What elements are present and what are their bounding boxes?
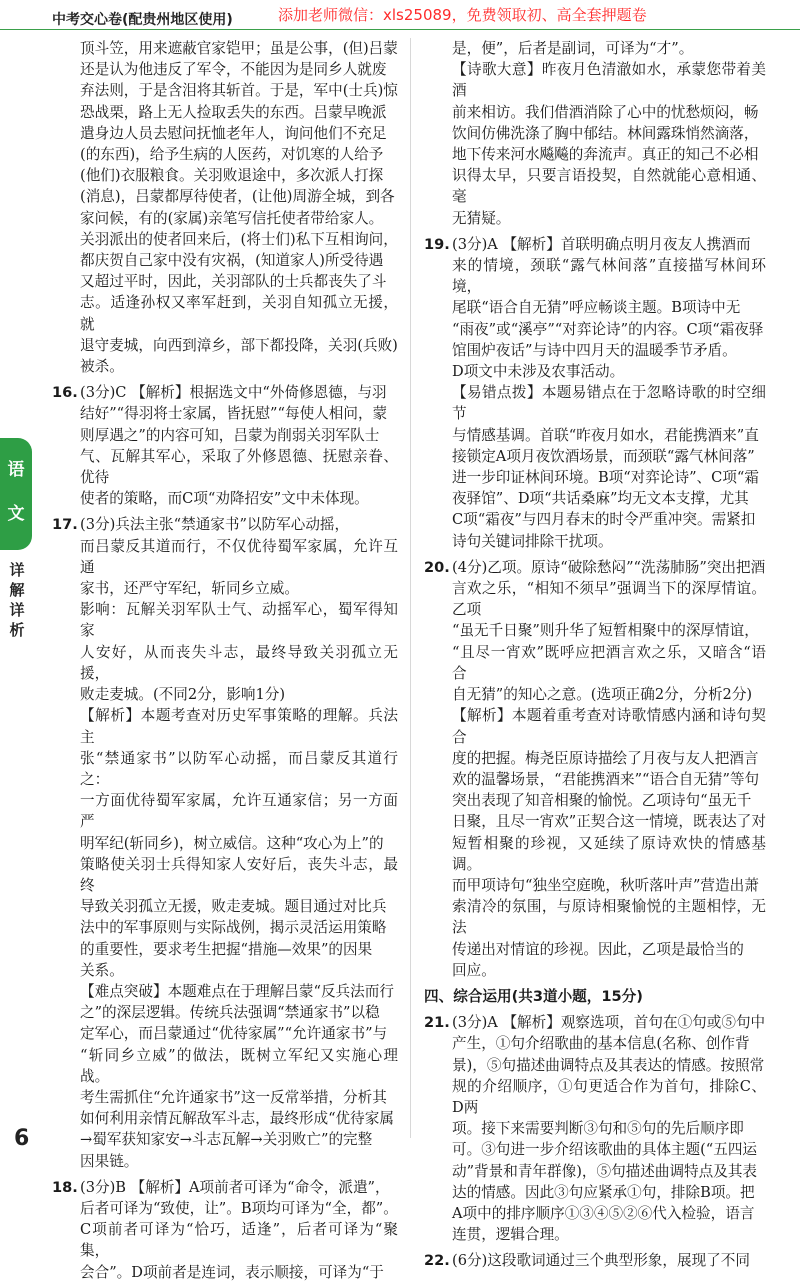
text-line: 一方面优待蜀军家属，允许互通家信；另一方面严 bbox=[80, 792, 398, 831]
left-column bbox=[52, 38, 398, 1283]
question-number: 18. bbox=[52, 1178, 78, 1196]
watermark-text: 添加老师微信：xls25089，免费领取初、高全套押题卷 bbox=[278, 6, 647, 24]
answer-18 bbox=[52, 1177, 398, 1283]
text-line: 使者的策略，而C项“劝降招安”文中未体现。 bbox=[80, 490, 369, 508]
text-line: (3分)C 【解析】根据选文中“外倚修恩德，与羽 bbox=[80, 384, 387, 402]
text-line: 关系。 bbox=[80, 961, 124, 979]
text-line: C项“霜夜”与四月春末的时令严重冲突。需紧扣 bbox=[452, 511, 756, 529]
text-line: 传递出对情谊的珍视。因此，乙项是最恰当的 bbox=[452, 940, 744, 958]
text-line: 识得太早，只要言语投契，自然就能心意相通、毫 bbox=[452, 167, 766, 206]
answer-19 bbox=[424, 234, 766, 552]
question-number: 19. bbox=[424, 235, 450, 253]
text-line: C项前者可译为“恰巧，适逢”，后者可译为“聚集， bbox=[80, 1221, 398, 1260]
text-line: →蜀军获知家安→斗志瓦解→关羽败亡”的完整 bbox=[80, 1131, 373, 1149]
section-label: 详 解 详 析 bbox=[9, 561, 25, 639]
text-line: (他们)衣服粮食。关羽败退途中，多次派人打探 bbox=[80, 167, 384, 185]
answer-18-continued bbox=[424, 38, 766, 229]
page-header bbox=[0, 0, 800, 30]
text-line: 志。适逢孙权又率军赶到，关羽自知孤立无援，就 bbox=[80, 294, 398, 333]
text-line: 达的情感。因此③句应紧承①句，排除B项。把 bbox=[452, 1183, 755, 1201]
text-line: 如何利用亲情瓦解敌军斗志，最终形成“优待家属 bbox=[80, 1110, 394, 1128]
text-line: 法中的军事原则与实际战例，揭示灵活运用策略 bbox=[80, 919, 387, 937]
text-line: 则厚遇之”的内容可知，吕蒙为削弱关羽军队士 bbox=[80, 426, 380, 444]
text-line: 被杀。 bbox=[80, 358, 124, 376]
page-number: 6 bbox=[14, 1126, 30, 1151]
text-line: 之”的深层逻辑。传统兵法强调“禁通家书”以稳 bbox=[80, 1004, 380, 1022]
text-line: 顶斗笠，用来遮蔽官家铠甲；虽是公事，(但)吕蒙 bbox=[80, 40, 398, 57]
text-line: 度的把握。梅尧臣原诗描绘了月夜与友人把酒言 bbox=[452, 749, 759, 767]
text-line: 家问候，有的(家属)亲笔写信托使者带给家人。 bbox=[80, 209, 384, 227]
text-line: 言欢之乐，“相知不须早”强调当下的深厚情谊。乙项 bbox=[452, 580, 766, 619]
text-line: 人安好，从而丧失斗志，最终导致关羽孤立无援， bbox=[80, 643, 398, 682]
text-line: 弃法则，于是含泪将其斩首。于是，军中(士兵)惊 bbox=[80, 82, 398, 100]
text-line: 气、瓦解其军心，采取了外修恩德、抚慰亲眷、优待 bbox=[80, 447, 398, 487]
text-line: (4分)乙项。原诗“破除愁闷”“洗荡肺肠”突出把酒 bbox=[452, 558, 766, 576]
text-line: 明军纪(斩同乡)，树立威信。这种“攻心为上”的 bbox=[80, 834, 384, 852]
text-line: 定军心，而吕蒙通过“优待家属”“允许通家书”与 bbox=[80, 1025, 388, 1043]
text-line: 动”背景和青年群像)，⑤句描述曲调特点及其表 bbox=[452, 1162, 758, 1180]
text-line: (消息)，吕蒙都厚待使者，(让他)周游全城，到各 bbox=[80, 188, 395, 206]
text-line: 回应。 bbox=[452, 961, 496, 979]
text-line: (3分)A 【解析】首联明确点明月夜友人携酒而 bbox=[452, 235, 751, 253]
text-line: 前来相访。我们借酒消除了心中的忧愁烦闷，畅 bbox=[452, 103, 759, 121]
section-title: 四、综合运用(共3道小题，15分) bbox=[424, 987, 643, 1005]
text-line: 规的介绍顺序，①句更适合作为首句，排除C、D两 bbox=[452, 1077, 766, 1116]
text-line: 张“禁通家书”以防军心动摇，而吕蒙反其道行之： bbox=[80, 749, 398, 788]
text-line: 而吕蒙反其道而行，不仅优待蜀军家属，允许互通 bbox=[80, 537, 398, 576]
text-line: (6分)这段歌词通过三个典型形象，展现了不同 bbox=[452, 1252, 750, 1270]
text-line: 与情感基调。首联“昨夜月如水，君能携酒来”直 bbox=[452, 426, 759, 444]
question-number: 21. bbox=[424, 1014, 450, 1032]
text-line: 会合”。D项前者是连词，表示顺接，可译为“于 bbox=[80, 1263, 384, 1281]
translation-continued bbox=[52, 38, 398, 377]
text-line: 结好”“得羽将士家属，皆抚慰”“每使人相问，蒙 bbox=[80, 405, 388, 423]
answer-17 bbox=[52, 514, 398, 1171]
text-line: 而甲项诗句“独坐空庭晚，秋听落叶声”营造出萧 bbox=[452, 876, 759, 894]
text-line: 【解析】本题着重考查对诗歌情感内涵和诗句契合 bbox=[452, 707, 766, 746]
question-number: 22. bbox=[424, 1252, 450, 1270]
subject-tab bbox=[0, 438, 32, 550]
text-line: 项。接下来需要判断③句和⑤句的先后顺序即 bbox=[452, 1120, 744, 1138]
text-line: “且尽一宵欢”既呼应把酒言欢之乐，又暗含“语合 bbox=[452, 643, 766, 682]
text-line: 短暂相聚的珍视，又延续了原诗欢快的情感基调。 bbox=[452, 834, 766, 873]
text-line: 诗句关键词排除干扰项。 bbox=[452, 532, 613, 550]
text-line: 景)，⑤句描述曲调特点及其表达的情感。按照常 bbox=[452, 1056, 765, 1074]
text-line: 连贯，逻辑合理。 bbox=[452, 1226, 569, 1244]
text-line: 又超过平时，因此，关羽部队的士兵都丧失了斗 bbox=[80, 273, 387, 291]
text-line: 来的情境，颈联“露气林间落”直接描写林间环境， bbox=[452, 257, 766, 296]
question-number: 20. bbox=[424, 558, 450, 576]
text-line: 退守麦城，向西到漳乡，部下都投降，关羽(兵败) bbox=[80, 336, 398, 354]
text-line: (3分)B 【解析】A项前者可译为“命令，派遣”， bbox=[80, 1178, 390, 1196]
text-line: 后者可译为“致使，让”。B项均可译为“全，都”。 bbox=[80, 1199, 398, 1217]
text-line: D项文中未涉及农事活动。 bbox=[452, 363, 625, 381]
answer-21 bbox=[424, 1012, 766, 1245]
book-title: 中考交心卷(配贵州地区使用) bbox=[52, 12, 233, 28]
text-line: 关羽派出的使者回来后，(将士们)私下互相询问， bbox=[80, 230, 398, 248]
text-line: “雨夜”或“溪亭”“对弈论诗”的内容。C项“霜夜驿 bbox=[452, 320, 764, 338]
text-line: 【易错点拨】本题易错点在于忽略诗歌的时空细节 bbox=[452, 384, 766, 423]
text-line: (3分)A 【解析】观察选项，首句在①句或⑤句中 bbox=[452, 1014, 766, 1032]
text-line: 可。③句进一步介绍该歌曲的具体主题(“五四运 bbox=[452, 1141, 758, 1159]
answer-16 bbox=[52, 382, 398, 509]
text-line: (3分)兵法主张“禁通家书”以防军心动摇， bbox=[80, 516, 350, 534]
text-line: 遣身边人员去慰问抚恤老年人，询问他们不充足 bbox=[80, 124, 387, 142]
text-line: 策略使关羽士兵得知家人安好后，丧失斗志，最终 bbox=[80, 855, 398, 894]
column-divider bbox=[410, 38, 411, 1138]
text-line: 进一步印证林间环境。B项“对弈论诗”、C项“霜 bbox=[452, 469, 759, 487]
question-number: 16. bbox=[52, 384, 78, 402]
text-line: 家书，还严守军纪，斩同乡立威。 bbox=[80, 580, 299, 598]
answer-20 bbox=[424, 557, 766, 981]
text-line: 考生需抓住“允许通家书”这一反常举措，分析其 bbox=[80, 1088, 387, 1106]
text-line: 导致关羽孤立无援，败走麦城。题目通过对比兵 bbox=[80, 898, 387, 916]
text-line: 【难点突破】本题难点在于理解吕蒙“反兵法而行 bbox=[80, 982, 394, 1000]
text-line: 欢的温馨场景，“君能携酒来”“语合自无猜”等句 bbox=[452, 770, 760, 788]
text-line: 产生，①句介绍歌曲的基本信息(名称、创作背 bbox=[452, 1035, 750, 1053]
text-line: “虽无千日聚”则升华了短暂相聚中的深厚情谊， bbox=[452, 622, 759, 640]
text-line: 夜驿馆”、D项“共话桑麻”均无文本支撑，尤其 bbox=[452, 490, 749, 508]
text-line: 败走麦城。(不同2分，影响1分) bbox=[80, 686, 286, 704]
text-line: 索清冷的氛围，与原诗相聚愉悦的主题相悖，无法 bbox=[452, 898, 766, 937]
text-line: A项中的排序顺序①③④⑤②⑥代入检验，语言 bbox=[452, 1204, 755, 1222]
answer-22 bbox=[424, 1250, 766, 1271]
text-line: 无猜疑。 bbox=[452, 209, 511, 227]
text-line: 【诗歌大意】昨夜月色清澈如水，承蒙您带着美酒 bbox=[452, 61, 766, 100]
text-line: 的重要性，要求考生把握“措施—效果”的因果 bbox=[80, 940, 373, 958]
text-line: 恐战栗，路上无人捡取丢失的东西。吕蒙早晚派 bbox=[80, 103, 387, 121]
text-line: 尾联“语合自无猜”呼应畅谈主题。B项诗中无 bbox=[452, 299, 741, 317]
text-line: 都庆贺自己家中没有灾祸，(知道家人)所受待遇 bbox=[80, 252, 384, 270]
text-line: 饮间仿佛洗涤了胸中郁结。林间露珠悄然滴落， bbox=[452, 124, 759, 142]
text-line: 馆围炉夜话”与诗中四月天的温暖季节矛盾。 bbox=[452, 341, 737, 359]
text-line: 影响：瓦解关羽军队士气、动摇军心，蜀军得知家 bbox=[80, 601, 398, 640]
subject-label: 语 文 bbox=[7, 460, 25, 524]
text-line: 还是认为他违反了军令，不能因为是同乡人就废 bbox=[80, 61, 387, 79]
text-line: 突出表现了知音相聚的愉悦。乙项诗句“虽无千 bbox=[452, 792, 752, 810]
question-number: 17. bbox=[52, 516, 78, 534]
text-line: (的东西)，给予生病的人医药，对饥寒的人给予 bbox=[80, 146, 384, 164]
text-line: 接锁定A项月夜饮酒场景，而颈联“露气林间落” bbox=[452, 447, 755, 465]
text-line: 日聚，且尽一宵欢”正契合这一情境，既表达了对 bbox=[452, 813, 766, 831]
text-line: 【解析】本题考查对历史军事策略的理解。兵法主 bbox=[80, 707, 398, 746]
text-line: 因果链。 bbox=[80, 1152, 139, 1170]
right-column bbox=[424, 38, 766, 1272]
text-line: 地下传来河水飚飚的奔流声。真正的知己不必相 bbox=[452, 146, 759, 164]
text-line: 自无猜”的知心之意。(选项正确2分，分析2分) bbox=[452, 686, 753, 704]
text-line: “斩同乡立威”的做法，既树立军纪又实施心理战。 bbox=[80, 1046, 398, 1085]
text-line: 是，便”，后者是副词，可译为“才”。 bbox=[452, 40, 694, 57]
